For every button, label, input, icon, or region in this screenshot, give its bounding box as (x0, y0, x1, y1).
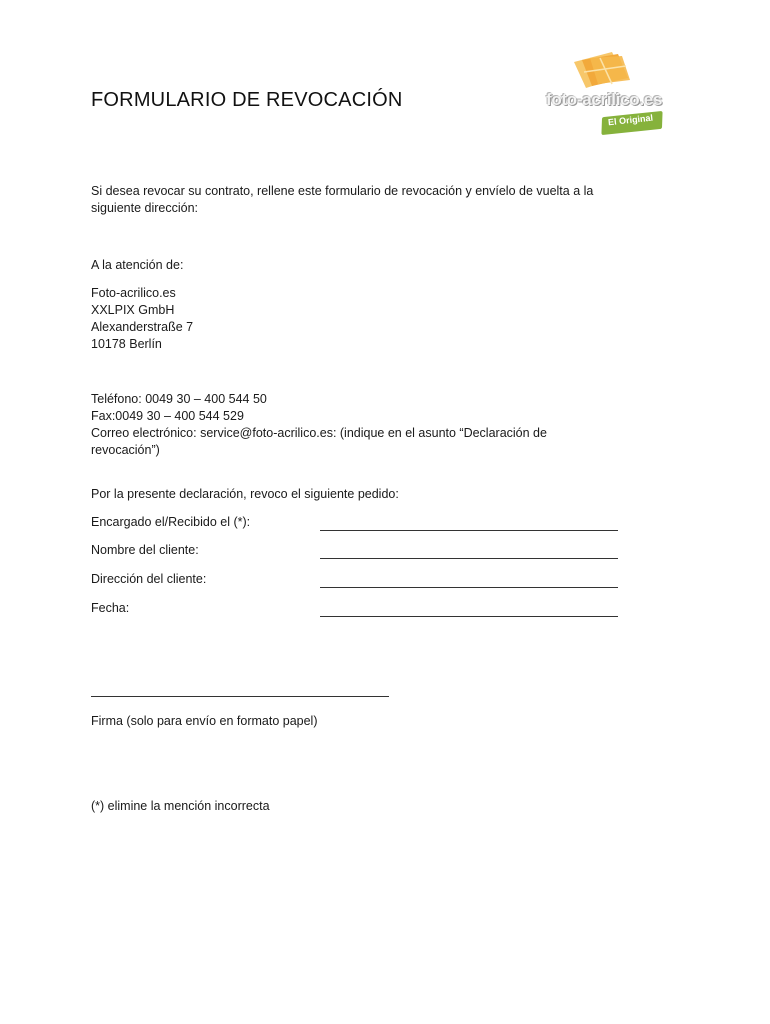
contact-email-line-2: revocación”) (91, 443, 160, 457)
intro-line-2: siguiente dirección: (91, 201, 199, 215)
customer-address-field[interactable] (320, 571, 618, 588)
intro-line-1: Si desea revocar su contrato, rellene este formulario de revocación y envíelo de vuelta a la (91, 184, 594, 198)
order-date-label: Encargado el/Recibido el (*): (91, 515, 251, 529)
logo-wordmark: foto-acrilico.es (546, 90, 663, 109)
address-line-company: XXLPIX GmbH (91, 303, 175, 317)
address-line-company-site: Foto-acrilico.es (91, 286, 176, 300)
logo-badge-label: El Original (607, 112, 654, 128)
signature-label: Firma (solo para envío en formato papel) (91, 714, 318, 728)
brand-logo (538, 48, 668, 140)
contact-block (91, 391, 591, 459)
address-line-city: 10178 Berlín (91, 337, 162, 351)
footnote: (*) elimine la mención incorrecta (91, 799, 270, 813)
date-field[interactable] (320, 600, 618, 617)
customer-name-field[interactable] (320, 542, 618, 559)
signature-line[interactable] (91, 682, 389, 697)
field-row-date (91, 600, 621, 618)
date-label: Fecha: (91, 601, 130, 615)
intro-paragraph (91, 183, 631, 217)
customer-address-label: Dirección del cliente: (91, 572, 207, 586)
contact-fax: Fax:0049 30 – 400 544 529 (91, 409, 244, 423)
contact-email-line-1: Correo electrónico: service@foto-acrilico.es: (indique en el asunto “Declaración de (91, 426, 547, 440)
page-title: FORMULARIO DE REVOCACIÓN (91, 89, 403, 111)
attention-label: A la atención de: (91, 258, 184, 272)
recipient-address (91, 285, 193, 353)
field-row-order-date (91, 514, 621, 532)
declaration-text: Por la presente declaración, revoco el siguiente pedido: (91, 487, 399, 501)
customer-name-label: Nombre del cliente: (91, 543, 199, 557)
address-line-street: Alexanderstraße 7 (91, 320, 194, 334)
contact-phone: Teléfono: 0049 30 – 400 544 50 (91, 392, 267, 406)
field-row-customer-name (91, 542, 621, 560)
order-date-field[interactable] (320, 514, 618, 531)
field-row-customer-address (91, 571, 621, 589)
